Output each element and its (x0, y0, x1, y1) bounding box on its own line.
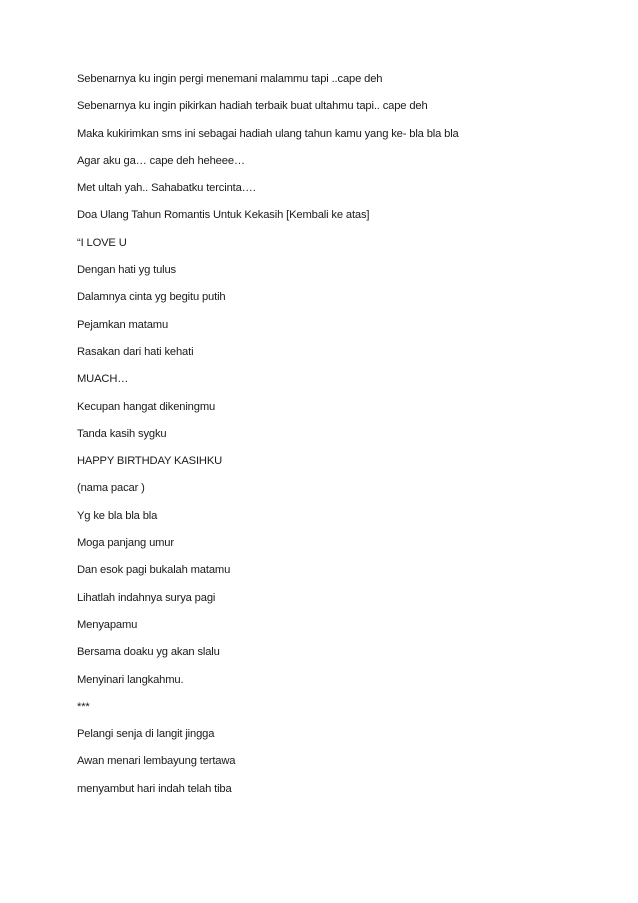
text-line: Dengan hati yg tulus (77, 264, 176, 277)
text-line: Yg ke bla bla bla (77, 509, 158, 522)
text-line: Pejamkan matamu (77, 318, 169, 331)
text-line: Dan esok pagi bukalah matamu (77, 564, 231, 577)
text-line: Menyinari langkahmu. (77, 673, 184, 686)
section-heading-link-line: Doa Ulang Tahun Romantis Untuk Kekasih [Kembali ke atas] (77, 209, 370, 222)
text-line: Agar aku ga… cape deh heheee… (77, 154, 245, 167)
text-line: Menyapamu (77, 618, 138, 631)
text-line: HAPPY BIRTHDAY KASIHKU (77, 455, 223, 468)
text-line: Bersama doaku yg akan slalu (77, 646, 220, 659)
document-body (77, 73, 577, 810)
text-line: menyambut hari indah telah tiba (77, 782, 232, 795)
text-line: (nama pacar ) (77, 482, 145, 495)
text-line: MUACH… (77, 373, 129, 386)
text-line: Sebenarnya ku ingin pikirkan hadiah terbaik buat ultahmu tapi.. cape deh (77, 100, 428, 113)
text-line: Sebenarnya ku ingin pergi menemani malammu tapi ..cape deh (77, 73, 383, 85)
text-line: Moga panjang umur (77, 537, 174, 550)
text-line: Kecupan hangat dikeningmu (77, 400, 216, 413)
text-line: Dalamnya cinta yg begitu putih (77, 291, 226, 304)
separator-line: *** (77, 700, 90, 713)
text-line: Rasakan dari hati kehati (77, 345, 194, 358)
text-line: Lihatlah indahnya surya pagi (77, 591, 216, 604)
text-line: Pelangi senja di langit jingga (77, 728, 215, 741)
text-line: “I LOVE U (77, 236, 127, 249)
text-line: Awan menari lembayung tertawa (77, 755, 236, 768)
text-line: Met ultah yah.. Sahabatku tercinta…. (77, 182, 256, 195)
text-line: Maka kukirimkan sms ini sebagai hadiah ulang tahun kamu yang ke- bla bla bla (77, 127, 459, 140)
text-line: Tanda kasih sygku (77, 427, 167, 440)
